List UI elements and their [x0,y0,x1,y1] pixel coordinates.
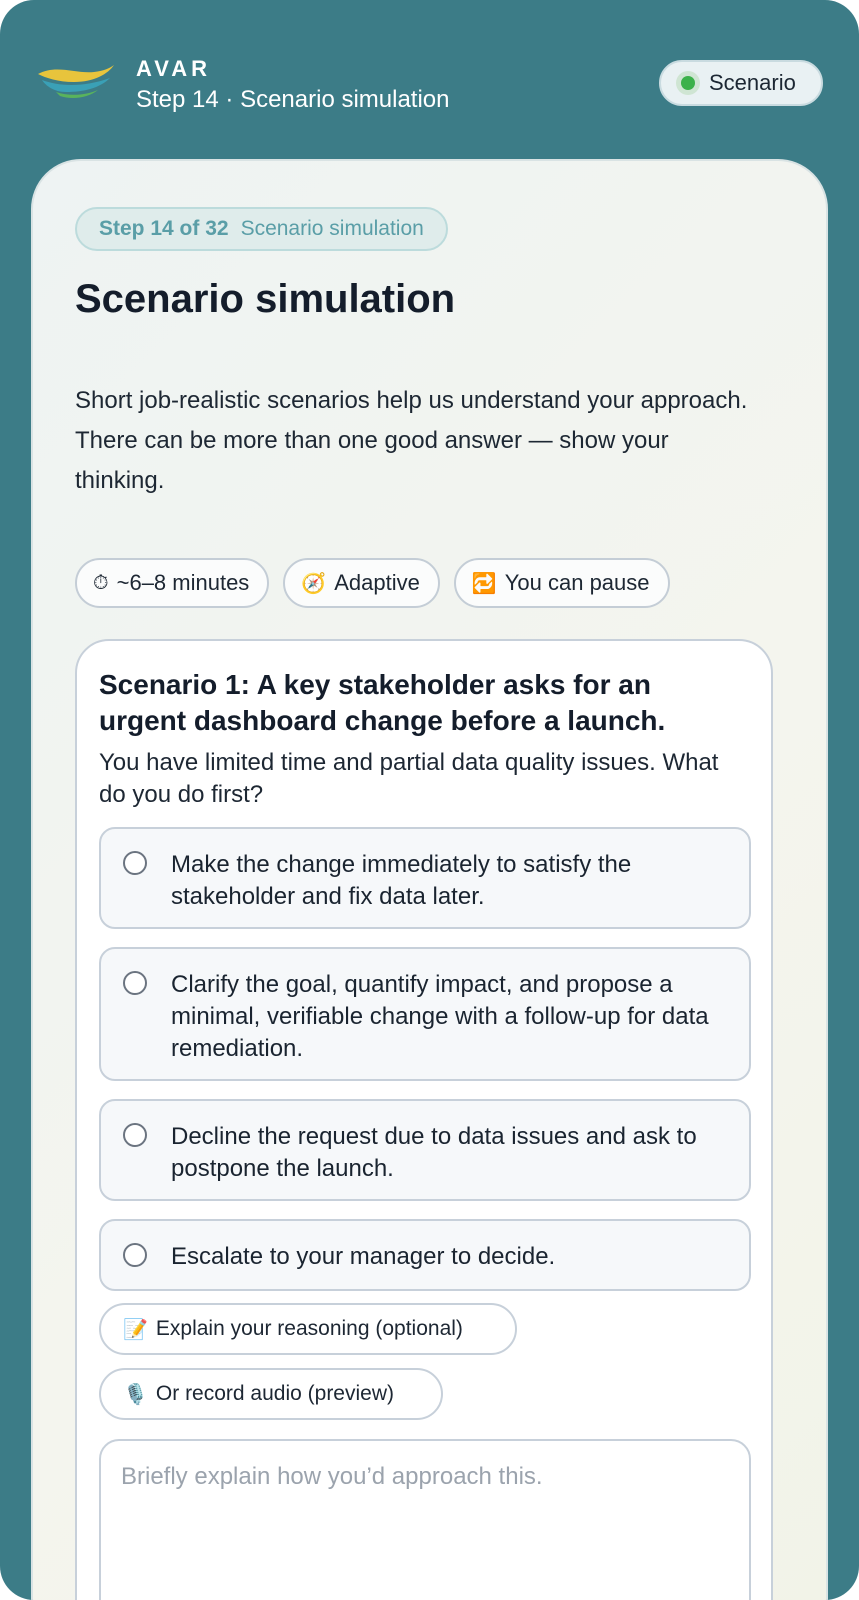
step-count: Step 14 of 32 [99,217,229,240]
answer-option-3[interactable] [99,1099,751,1201]
option-label: Make the change immediately to satisfy the stakeholder and fix data later. [171,851,632,910]
option-label: Escalate to your manager to decide. [171,1243,556,1270]
radio-icon[interactable] [123,1243,147,1267]
radio-icon[interactable] [123,1123,147,1147]
status-label: Scenario [709,70,796,95]
brand-name: AVAR [136,56,212,81]
step-card [31,159,828,1600]
info-chips [75,558,684,608]
scenario-panel [75,639,773,1600]
radio-icon[interactable] [123,971,147,995]
header-subtitle: Step 14 · Scenario simulation [136,86,450,113]
step-name: Scenario simulation [240,217,424,240]
app-header [0,0,859,160]
scenario-title: Scenario 1: A key stakeholder asks for an urgent dashboard change before a launch. [99,669,666,736]
status-badge [659,60,823,106]
status-dot-icon [681,76,695,90]
explain-reasoning-label: Explain your reasoning (optional) [155,1317,463,1340]
chip-duration [75,558,269,608]
step-progress-pill [75,207,448,251]
radio-icon[interactable] [123,851,147,875]
explain-reasoning-button[interactable] [99,1303,517,1355]
record-audio-button[interactable] [99,1368,443,1420]
answer-option-4[interactable] [99,1219,751,1291]
option-label: Decline the request due to data issues and ask to postpone the launch. [171,1123,697,1182]
chip-adaptive [283,558,440,608]
stopwatch-icon: ⏱ [93,571,109,594]
intro-text: Short job-realistic scenarios help us understand your approach. There can be more than one good answer — show your thinking. [75,387,748,494]
microphone-icon: 🎙️ [123,1383,148,1406]
answer-option-2[interactable] [99,947,751,1081]
answer-options [99,827,751,1309]
answer-option-1[interactable] [99,827,751,929]
chip-label: You can pause [504,570,650,595]
memo-icon: 📝 [123,1318,148,1341]
page-title: Scenario simulation [75,277,456,321]
repeat-icon: 🔁 [471,572,497,595]
record-audio-label: Or record audio (preview) [155,1382,394,1405]
chip-pause [454,558,670,608]
chip-label: Adaptive [334,570,420,595]
reasoning-textarea[interactable] [99,1439,751,1600]
option-label: Clarify the goal, quantify impact, and propose a minimal, verifiable change with a follow-up for data remediation. [171,971,709,1062]
scenario-description: You have limited time and partial data quality issues. What do you do first? [99,749,719,808]
avar-logo [36,60,116,106]
compass-icon: 🧭 [301,572,327,595]
chip-label: ~6–8 minutes [116,570,250,595]
